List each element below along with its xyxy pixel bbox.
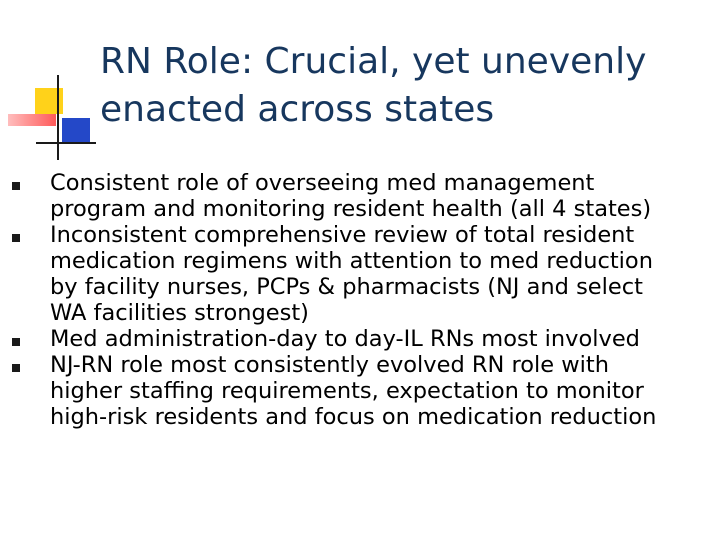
square-bullet-icon [12, 364, 20, 372]
bullet-item [10, 222, 712, 326]
bullet-text-line: NJ-RN role most consistently evolved RN role with [50, 352, 609, 378]
bullet-text-line: medication regimens with attention to med reduction [50, 248, 653, 274]
slide-title [100, 38, 700, 134]
decorative-vertical-line [57, 75, 59, 160]
bullet-text-line: Med administration-day to day-IL RNs most involved [50, 326, 640, 352]
bullet-item [10, 352, 712, 430]
bullet-item [10, 326, 712, 352]
bullet-text-line: higher staffing requirements, expectation to monitor [50, 378, 644, 404]
bullet-text-line: WA facilities strongest) [50, 300, 309, 326]
decorative-horizontal-line [36, 142, 96, 144]
bullet-item [10, 170, 712, 222]
square-bullet-icon [12, 338, 20, 346]
bullet-list [10, 170, 712, 430]
bullet-text-line: Inconsistent comprehensive review of total resident [50, 222, 635, 248]
slide-title-line: enacted across states [100, 89, 495, 130]
bullet-text-line: high-risk residents and focus on medication reduction [50, 404, 657, 430]
bullet-text-line: program and monitoring resident health (all 4 states) [50, 196, 652, 222]
square-bullet-icon [12, 182, 20, 190]
slide-title-line: RN Role: Crucial, yet unevenly [100, 41, 647, 82]
square-bullet-icon [12, 234, 20, 242]
bullet-text-line: by facility nurses, PCPs & pharmacists (NJ and select [50, 274, 643, 300]
bullet-text-line: Consistent role of overseeing med management [50, 170, 595, 196]
decorative-blue-square [62, 118, 90, 144]
decorative-red-bar-fade [8, 114, 56, 126]
